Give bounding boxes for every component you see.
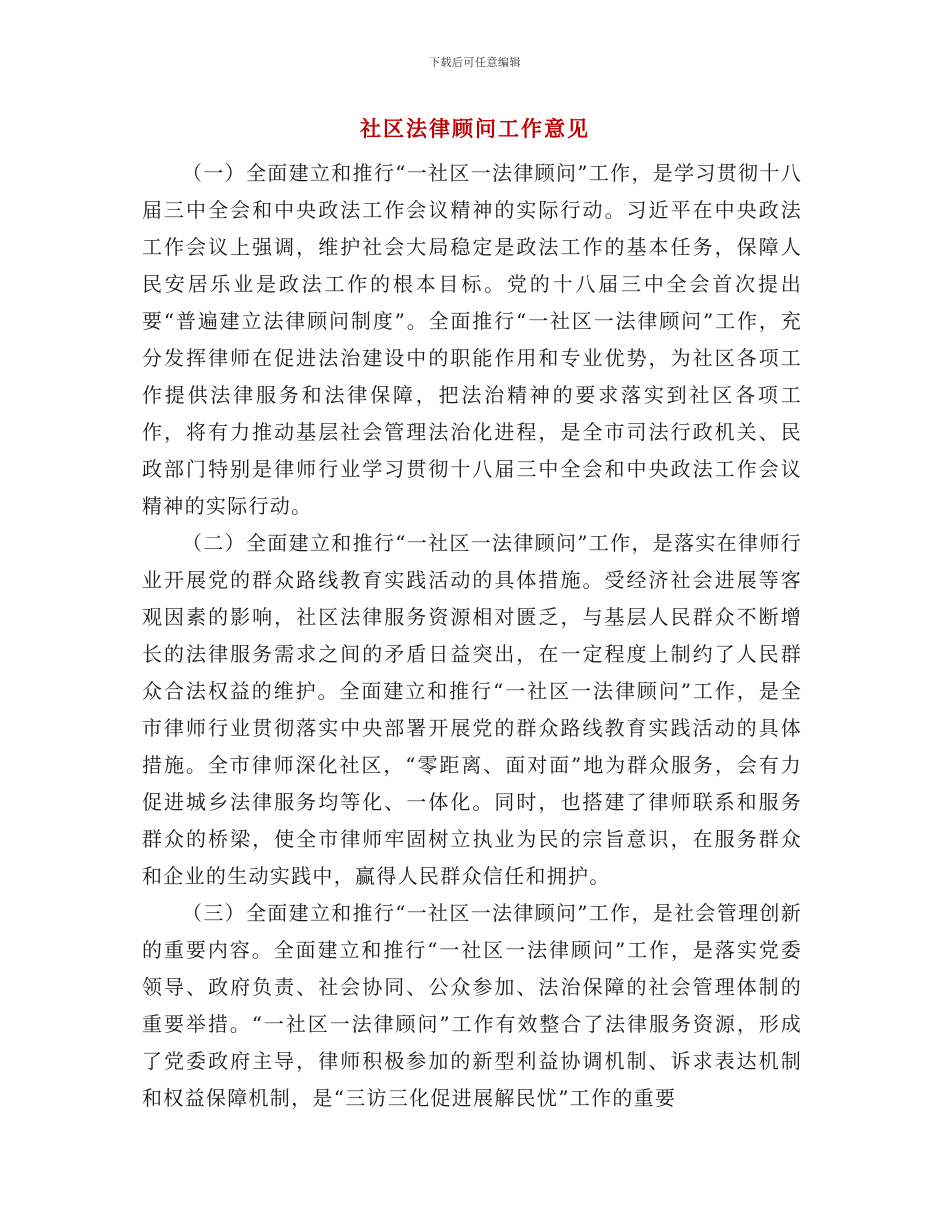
paragraph-1: （一）全面建立和推行“一社区一法律顾问”工作，是学习贯彻十八届三中全会和中央政法工作会议精神的实际行动。习近平在中央政法工作会议上强调，维护社会大局稳定是政法工作的基本任务，保障人民安居乐业是政法工作的根本目标。党的十八届三中全会首次提出要“普遍建立法律顾问制度”。全面推行“一社区一法律顾问”工作，充分发挥律师在促进法治建设中的职能作用和专业优势，为社区各项工作提供法律服务和法律保障，把法治精神的要求落实到社区各项工作，将有力推动基层社会管理法治化进程，是全市司法行政机关、民政部门特别是律师行业学习贯彻十八届三中全会和中央政法工作会议精神的实际行动。: [142, 161, 802, 518]
page-header-note: 下载后可任意编辑: [429, 56, 521, 69]
paragraph-3: （三）全面建立和推行“一社区一法律顾问”工作，是社会管理创新的重要内容。全面建立和推行“一社区一法律顾问”工作，是落实党委领导、政府负责、社会协同、公众参加、法治保障的社会管理体制的重要举措。“一社区一法律顾问”工作有效整合了法律服务资源，形成了党委政府主导，律师积极参加的新型利益协调机制、诉求表达机制和权益保障机制，是“三访三化促进展解民忧”工作的重要: [142, 901, 802, 1110]
paragraph-2: （二）全面建立和推行“一社区一法律顾问”工作，是落实在律师行业开展党的群众路线教育实践活动的具体措施。受经济社会进展等客观因素的影响，社区法律服务资源相对匮乏，与基层人民群众不断增长的法律服务需求之间的矛盾日益突出，在一定程度上制约了人民群众合法权益的维护。全面建立和推行“一社区一法律顾问”工作，是全市律师行业贯彻落实中央部署开展党的群众路线教育实践活动的具体措施。全市律师深化社区，“零距离、面对面”地为群众服务，会有力促进城乡法律服务均等化、一体化。同时，也搭建了律师联系和服务群众的桥梁，使全市律师牢固树立执业为民的宗旨意识，在服务群众和企业的生动实践中，赢得人民群众信任和拥护。: [142, 531, 802, 888]
document-title: 社区法律顾问工作意见: [360, 117, 590, 141]
document-body: [142, 155, 802, 1117]
